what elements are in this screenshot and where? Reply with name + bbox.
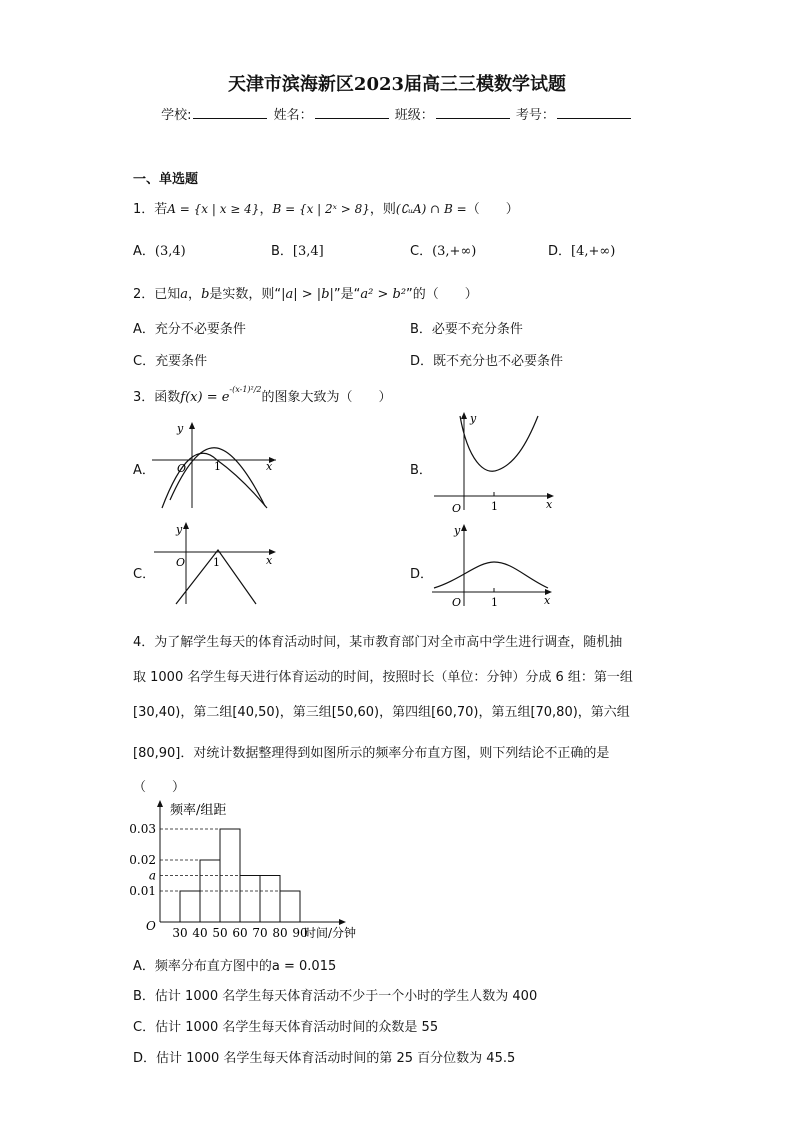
q4-line-4: [80,90]．对统计数据整理得到如图所示的频率分布直方图，则下列结论不正确的是	[133, 746, 610, 761]
q3-option-d-graph[interactable]	[430, 522, 558, 608]
y-axis-label: 频率/组距	[170, 803, 227, 818]
q3-option-b-label[interactable]: B．	[410, 463, 432, 478]
option-label: C．	[133, 354, 156, 369]
q3-option-c-graph[interactable]	[152, 520, 280, 606]
question-2	[133, 283, 478, 302]
curve-main	[170, 448, 265, 506]
y-tick-label: 0.03	[129, 822, 156, 836]
option-label: C．	[410, 244, 433, 259]
q3-func: f(x) = e	[180, 390, 230, 405]
option-text: (3,+∞)	[432, 244, 477, 259]
y-arrow-icon	[189, 422, 195, 429]
option-label: B．	[133, 989, 155, 1004]
name-blank[interactable]	[315, 106, 389, 119]
option-label: B．	[271, 244, 293, 259]
q3-suffix: 的图象大致为（ ）	[261, 390, 392, 405]
option-label: A．	[133, 959, 155, 974]
q2-mid: ，	[188, 287, 202, 302]
x-tick-label: 30	[172, 926, 188, 940]
page-title: 天津市滨海新区2023届高三三模数学试题	[227, 74, 567, 95]
origin-label: O	[177, 462, 187, 475]
y-label: y	[454, 524, 461, 537]
y-arrow-icon	[461, 524, 467, 531]
option-label: B．	[410, 322, 432, 337]
question-3	[133, 386, 392, 405]
x-label: x	[544, 594, 551, 607]
y-arrow-icon	[157, 800, 163, 807]
option-text: 充要条件	[155, 354, 208, 369]
q3-option-a-label[interactable]: A．	[133, 463, 155, 478]
curve	[434, 562, 548, 588]
q2-text2: ”是“	[333, 287, 361, 302]
y-tick-label: 0.01	[129, 884, 156, 898]
histogram-bar	[280, 891, 300, 922]
q2-cond1: |a| > |b|	[281, 287, 334, 302]
x-label: x	[266, 554, 273, 567]
option-text: 频率分布直方图中的a = 0.015	[154, 959, 337, 974]
q2-option-b[interactable]	[410, 318, 523, 337]
name-label: 姓名：	[273, 108, 313, 123]
option-label: A．	[133, 322, 155, 337]
q1-option-b[interactable]	[271, 240, 324, 259]
q1-expr: (∁ᵤA) ∩ B =	[395, 202, 467, 216]
option-text: [4,+∞)	[571, 244, 616, 259]
student-info-line	[0, 104, 794, 123]
q2-option-c[interactable]	[133, 350, 207, 369]
origin-label: O	[146, 919, 156, 933]
class-label: 班级：	[394, 108, 434, 123]
x-tick-label: 60	[232, 926, 248, 940]
x-arrow-icon	[339, 919, 346, 925]
school-label: 学校:	[161, 108, 192, 123]
q1-option-c[interactable]	[410, 240, 476, 259]
q2-text3: ”的（ ）	[406, 287, 478, 302]
q2-option-d[interactable]	[410, 350, 563, 369]
x-tick-label: 50	[212, 926, 228, 940]
q3-option-b-graph[interactable]	[430, 410, 558, 516]
origin-label: O	[452, 596, 462, 608]
q2-a: a	[180, 287, 189, 302]
option-text: 估计 1000 名学生每天体育活动时间的众数是 55	[155, 1020, 439, 1035]
y-tick-label: a	[148, 868, 156, 883]
q4-paren: （ ）	[133, 780, 186, 795]
option-text: 既不充分也不必要条件	[433, 354, 564, 369]
y-arrow-icon	[183, 522, 189, 529]
origin-label: O	[176, 556, 186, 569]
q4-line-3: [30,40)，第二组[40,50)，第三组[50,60)，第四组[60,70)，第五组[70,80)，第六组	[133, 705, 630, 720]
q2-prefix: 2．已知	[133, 287, 181, 302]
q3-prefix: 3．函数	[133, 390, 181, 405]
y-label: y	[176, 523, 183, 536]
histogram-bar	[260, 876, 280, 923]
q1-option-d[interactable]	[548, 240, 615, 259]
q4-line-2: 取 1000 名学生每天进行体育运动的时间，按照时长（单位：分钟）分成 6 组：第一组	[133, 670, 633, 685]
q2-cond2: a² > b²	[360, 287, 407, 302]
x-axis-label: 时间/分钟	[304, 926, 357, 940]
tick-1-label: 1	[213, 556, 220, 569]
origin-label: O	[452, 502, 462, 515]
q1-sep: ，	[259, 202, 273, 217]
option-label: D．	[548, 244, 572, 259]
option-label: A．	[133, 244, 155, 259]
q1-prefix: 1．若	[133, 202, 168, 217]
q1-then: ，则	[369, 202, 396, 217]
q4-option-d[interactable]	[133, 1047, 515, 1066]
option-text: 估计 1000 名学生每天体育活动不少于一个小时的学生人数为 400	[154, 989, 538, 1004]
option-text: [3,4]	[292, 244, 324, 259]
q1-paren: （ ）	[466, 202, 519, 217]
y-arrow-icon	[461, 412, 467, 419]
class-blank[interactable]	[436, 106, 510, 119]
q3-option-a-graph[interactable]	[152, 420, 280, 512]
q4-option-a[interactable]	[133, 955, 336, 974]
question-1	[133, 198, 519, 217]
q2-option-a[interactable]	[133, 318, 246, 337]
frequency-histogram	[128, 798, 388, 946]
q4-option-c[interactable]	[133, 1016, 438, 1035]
q2-text1: 是实数，则“	[209, 287, 282, 302]
q1-set-a: A = {x | x ≥ 4}	[167, 202, 260, 216]
exam-number-blank[interactable]	[557, 106, 631, 119]
option-text: 充分不必要条件	[154, 322, 246, 337]
histogram-bar	[180, 891, 200, 922]
option-label: C．	[133, 1020, 156, 1035]
x-label: x	[546, 498, 553, 511]
q3-option-c-label[interactable]: C．	[133, 567, 156, 582]
histogram-bar	[240, 876, 260, 923]
q2-b: b	[201, 287, 210, 302]
y-tick-label: 0.02	[129, 853, 156, 867]
x-tick-label: 80	[272, 926, 288, 940]
option-text: 必要不充分条件	[431, 322, 523, 337]
section-heading: 一、单选题	[133, 172, 199, 187]
q1-option-a[interactable]	[133, 240, 186, 259]
exam-number-label: 考号：	[515, 108, 555, 123]
tick-1-label: 1	[491, 500, 498, 513]
tick-1-label: 1	[491, 596, 498, 608]
q4-option-b[interactable]	[133, 985, 537, 1004]
q3-exponent: -(x-1)²/2	[229, 384, 262, 394]
y-label: y	[177, 422, 184, 435]
option-text: 估计 1000 名学生每天体育活动时间的第 25 百分位数为 45.5	[156, 1051, 516, 1066]
q1-set-b: B = {x | 2ˣ > 8}	[272, 202, 370, 216]
q3-option-d-label[interactable]: D．	[410, 567, 434, 582]
x-label: x	[266, 460, 273, 473]
x-tick-label: 90	[292, 926, 308, 940]
x-tick-label: 40	[192, 926, 208, 940]
option-label: D．	[133, 1051, 157, 1066]
school-blank[interactable]	[193, 106, 267, 119]
y-label: y	[470, 412, 477, 425]
option-label: D．	[410, 354, 434, 369]
option-text: (3,4)	[154, 244, 186, 259]
q4-line-1: 4．为了解学生每天的体育活动时间，某市教育部门对全市高中学生进行调查，随机抽	[133, 635, 623, 650]
x-tick-label: 70	[252, 926, 268, 940]
tick-1-label: 1	[214, 460, 221, 473]
